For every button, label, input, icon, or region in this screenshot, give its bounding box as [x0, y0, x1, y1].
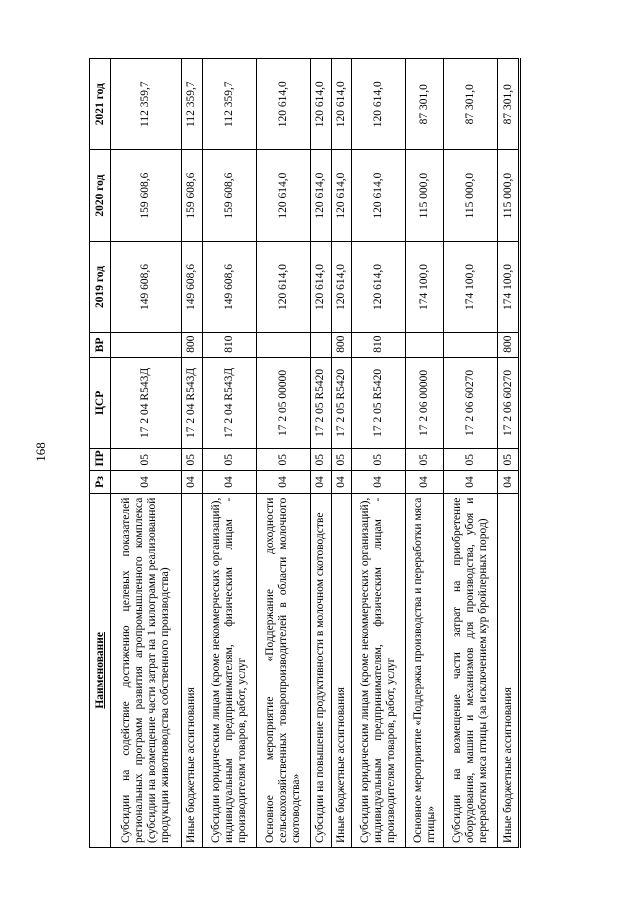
- table-row: [202, 59, 256, 848]
- row-2020: 159 608,6: [202, 150, 256, 241]
- row-2019: 149 608,6: [111, 241, 182, 332]
- table-row: [498, 59, 520, 848]
- row-rz: 04: [202, 471, 256, 493]
- row-pr: 05: [352, 449, 406, 471]
- row-2020: 120 614,0: [352, 150, 406, 241]
- row-vr: 800: [181, 333, 202, 358]
- row-vr: [111, 333, 182, 358]
- header-name: Наименование: [90, 493, 111, 847]
- table-row: [111, 59, 182, 848]
- row-csr: 17 2 05 R5420: [352, 357, 406, 448]
- table-row: [310, 59, 331, 848]
- page-number: 168: [33, 442, 48, 462]
- row-csr: 17 2 04 R543Д: [202, 357, 256, 448]
- row-2021: 87 301,0: [443, 59, 497, 150]
- table-row: [406, 59, 443, 848]
- row-2019: 120 614,0: [256, 241, 310, 332]
- table-header-row: [90, 59, 111, 848]
- row-csr: 17 2 05 R5420: [331, 357, 352, 448]
- row-name: Основное мероприятие «Поддержание доходности сельскохозяйственных товаропроизводителей в области молочного скотоводства»: [256, 493, 310, 847]
- row-name: Иные бюджетные ассигнования: [498, 493, 520, 847]
- row-2020: 120 614,0: [256, 150, 310, 241]
- row-name: Субсидии юридическим лицам (кроме некоммерческих организаций), индивидуальным предпринимателям, физическим лицам - производителям товаров, работ, услуг: [352, 493, 406, 847]
- row-vr: [256, 333, 310, 358]
- header-rz: Рз: [90, 471, 111, 493]
- row-name: Иные бюджетные ассигнования: [331, 493, 352, 847]
- table-row: [181, 59, 202, 848]
- row-2019: 174 100,0: [443, 241, 497, 332]
- row-2019: 149 608,6: [202, 241, 256, 332]
- row-pr: 05: [498, 449, 520, 471]
- row-csr: 17 2 06 00000: [406, 357, 443, 448]
- row-name: Субсидии на возмещение части затрат на приобретение оборудования, машин и механизмов для производства, убоя и переработки мяса птицы (за исключением кур бройлерных пород): [443, 493, 497, 847]
- row-vr: [406, 333, 443, 358]
- row-vr: [443, 333, 497, 358]
- header-pr: ПР: [90, 449, 111, 471]
- row-name: Субсидии на повышение продуктивности в молочном скотоводстве: [310, 493, 331, 847]
- row-vr: [310, 333, 331, 358]
- row-2019: 174 100,0: [498, 241, 520, 332]
- row-rz: 04: [352, 471, 406, 493]
- row-2021: 120 614,0: [310, 59, 331, 150]
- row-2019: 120 614,0: [352, 241, 406, 332]
- row-csr: 17 2 06 60270: [498, 357, 520, 448]
- row-rz: 04: [181, 471, 202, 493]
- row-rz: 04: [310, 471, 331, 493]
- table-row: [331, 59, 352, 848]
- row-name: Основное мероприятие «Поддержка производства и переработки мяса птицы»: [406, 493, 443, 847]
- table-row: [352, 59, 406, 848]
- row-name: Субсидии юридическим лицам (кроме некоммерческих организаций), индивидуальным предпринимателям, физическим лицам - производителям товаров, работ, услуг: [202, 493, 256, 847]
- row-csr: 17 2 06 60270: [443, 357, 497, 448]
- row-2021: 112 359,7: [181, 59, 202, 150]
- row-pr: 05: [331, 449, 352, 471]
- row-rz: 04: [443, 471, 497, 493]
- table-row: [256, 59, 310, 848]
- row-vr: 800: [498, 333, 520, 358]
- row-name: Субсидии на содействие достижению целевых показателей региональных программ развития агропромышленного комплекса (субсидии на возмещение части затрат на 1 килограмм реализованной продукции животноводства собственного производства): [111, 493, 182, 847]
- row-2020: 159 608,6: [111, 150, 182, 241]
- row-2019: 149 608,6: [181, 241, 202, 332]
- row-pr: 05: [310, 449, 331, 471]
- row-csr: 17 2 04 R543Д: [181, 357, 202, 448]
- row-2019: 120 614,0: [310, 241, 331, 332]
- row-pr: 05: [111, 449, 182, 471]
- header-2020: 2020 год: [90, 150, 111, 241]
- row-2019: 120 614,0: [331, 241, 352, 332]
- header-2021: 2021 год: [90, 59, 111, 150]
- row-name: Иные бюджетные ассигнования: [181, 493, 202, 847]
- row-pr: 05: [181, 449, 202, 471]
- row-rz: 04: [111, 471, 182, 493]
- header-csr: ЦСР: [90, 357, 111, 448]
- row-vr: 810: [202, 333, 256, 358]
- row-pr: 05: [406, 449, 443, 471]
- row-2021: 87 301,0: [498, 59, 520, 150]
- row-pr: 05: [202, 449, 256, 471]
- row-2020: 159 608,6: [181, 150, 202, 241]
- rotated-table-container: [89, 58, 521, 848]
- row-vr: 810: [352, 333, 406, 358]
- row-2020: 115 000,0: [406, 150, 443, 241]
- row-2021: 120 614,0: [256, 59, 310, 150]
- budget-table: [89, 58, 521, 848]
- row-csr: 17 2 04 R543Д: [111, 357, 182, 448]
- header-2019: 2019 год: [90, 241, 111, 332]
- row-rz: 04: [498, 471, 520, 493]
- row-pr: 05: [256, 449, 310, 471]
- row-rz: 04: [331, 471, 352, 493]
- row-2021: 112 359,7: [111, 59, 182, 150]
- row-2019: 174 100,0: [406, 241, 443, 332]
- row-rz: 04: [406, 471, 443, 493]
- row-csr: 17 2 05 R5420: [310, 357, 331, 448]
- row-2021: 112 359,7: [202, 59, 256, 150]
- row-rz: 04: [256, 471, 310, 493]
- row-2020: 120 614,0: [331, 150, 352, 241]
- row-2021: 87 301,0: [406, 59, 443, 150]
- row-pr: 05: [443, 449, 497, 471]
- row-2021: 120 614,0: [352, 59, 406, 150]
- row-csr: 17 2 05 00000: [256, 357, 310, 448]
- table-row: [443, 59, 497, 848]
- row-2020: 115 000,0: [498, 150, 520, 241]
- row-2020: 115 000,0: [443, 150, 497, 241]
- row-2021: 120 614,0: [331, 59, 352, 150]
- header-vr: ВР: [90, 333, 111, 358]
- row-vr: 800: [331, 333, 352, 358]
- row-2020: 120 614,0: [310, 150, 331, 241]
